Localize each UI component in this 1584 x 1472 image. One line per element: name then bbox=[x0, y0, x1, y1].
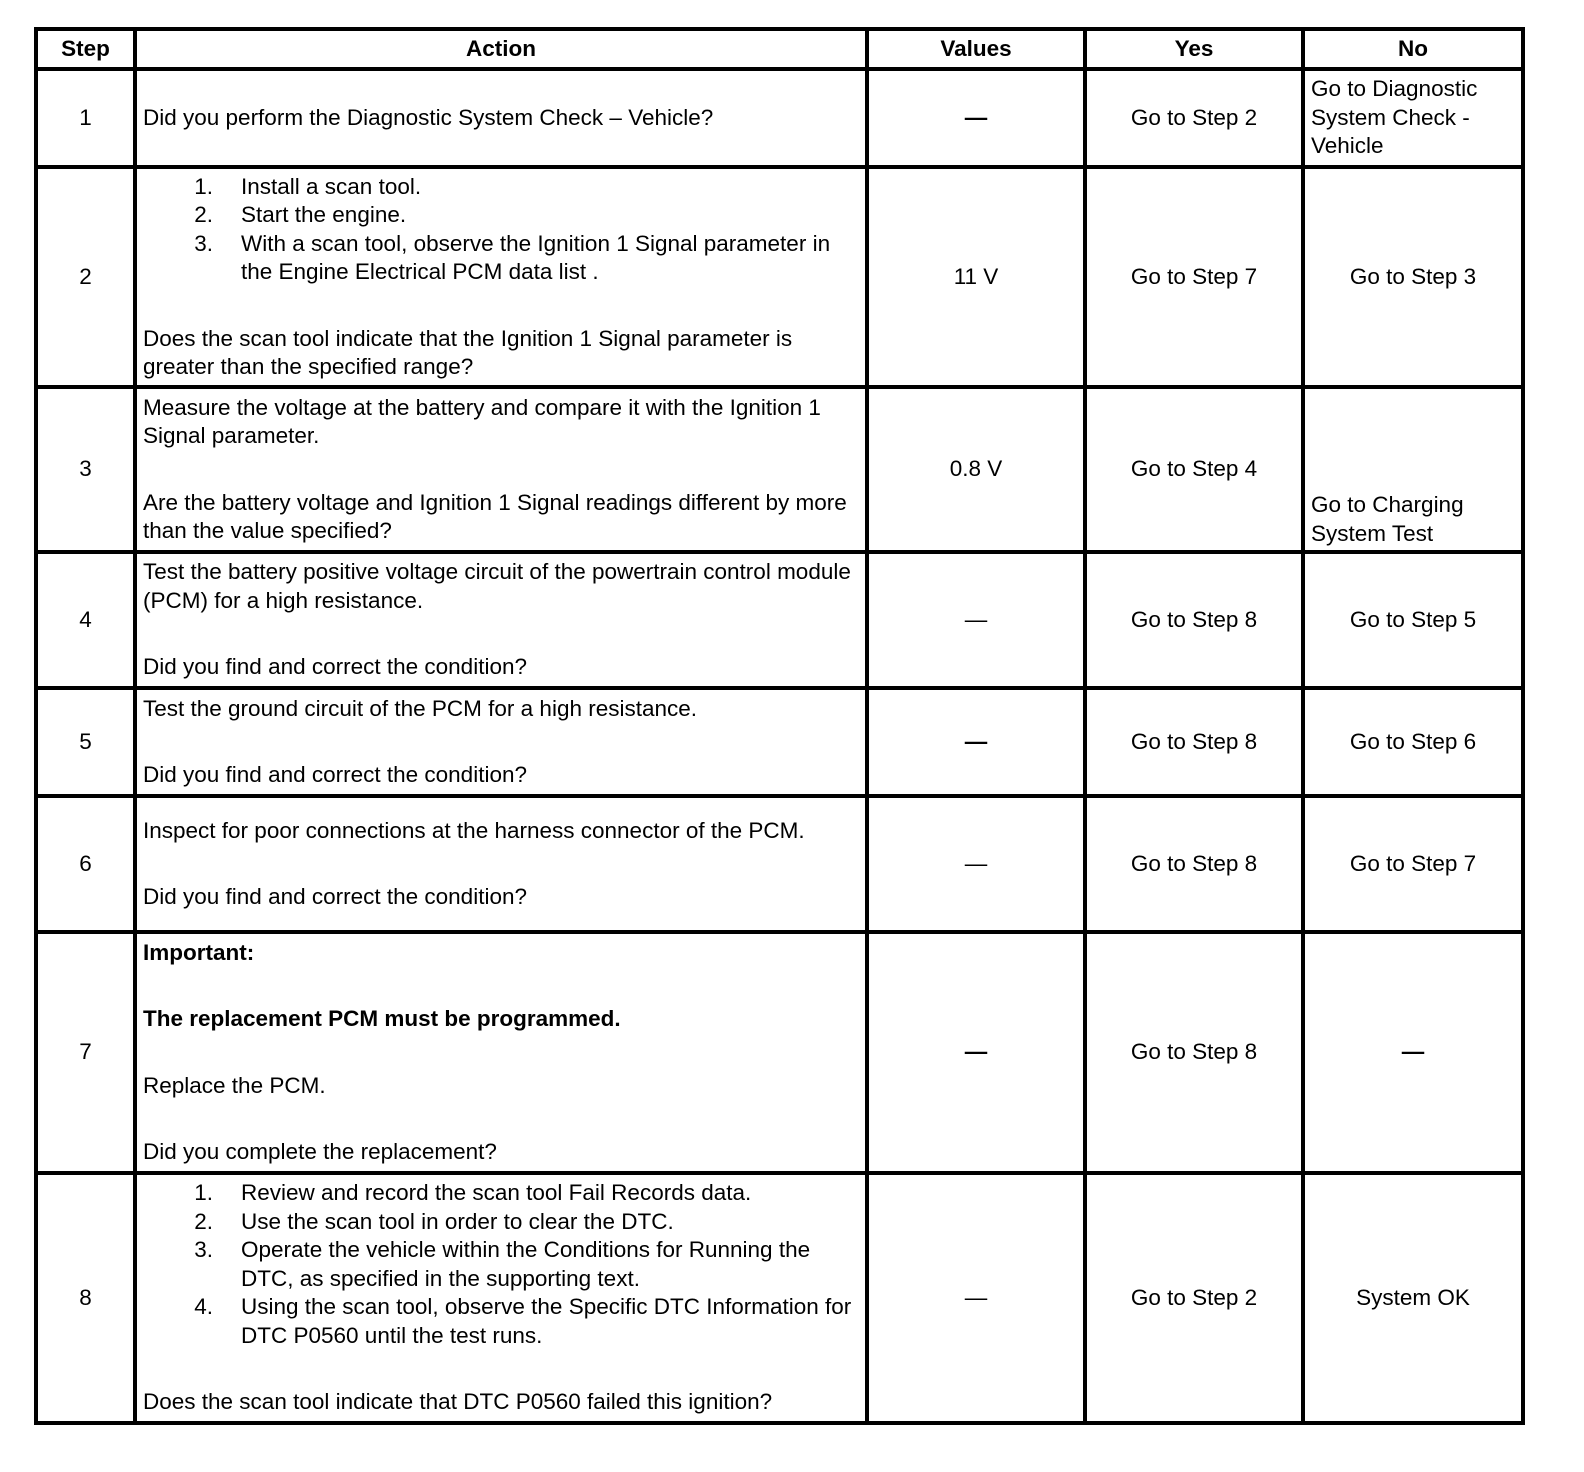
instruction-list bbox=[143, 173, 859, 287]
table-row bbox=[36, 167, 1523, 387]
header-step: Step bbox=[36, 29, 135, 69]
no-cell: Go to Step 7 bbox=[1303, 796, 1523, 932]
yes-cell: Go to Step 7 bbox=[1085, 167, 1303, 387]
diagnostic-table bbox=[34, 27, 1525, 1425]
yes-cell: Go to Step 4 bbox=[1085, 387, 1303, 552]
table-row bbox=[36, 69, 1523, 167]
table-row bbox=[36, 552, 1523, 688]
important-note: The replacement PCM must be programmed. bbox=[143, 1006, 621, 1031]
step-number: 8 bbox=[36, 1173, 135, 1423]
step-number: 4 bbox=[36, 552, 135, 688]
yes-cell: Go to Step 8 bbox=[1085, 552, 1303, 688]
action-cell bbox=[135, 688, 867, 796]
action-cell bbox=[135, 1173, 867, 1423]
table-row bbox=[36, 1173, 1523, 1423]
list-item: 4. Using the scan tool, observe the Specific DTC Information for DTC P0560 until the test runs. bbox=[194, 1294, 852, 1348]
question-text: Did you find and correct the condition? bbox=[143, 884, 527, 909]
action-text: Measure the voltage at the battery and compare it with the Ignition 1 Signal parameter. bbox=[143, 394, 821, 448]
action-cell bbox=[135, 387, 867, 552]
action-cell bbox=[135, 552, 867, 688]
table-row bbox=[36, 796, 1523, 932]
step-number: 5 bbox=[36, 688, 135, 796]
action-text: Did you perform the Diagnostic System Check – Vehicle? bbox=[143, 104, 714, 130]
action-cell bbox=[135, 932, 867, 1173]
important-label: Important: bbox=[143, 939, 255, 965]
list-item: 2. Use the scan tool in order to clear the DTC. bbox=[194, 1208, 674, 1234]
list-item: 3. Operate the vehicle within the Conditions for Running the DTC, as specified in the supporting text. bbox=[194, 1237, 811, 1291]
list-item: 2. Start the engine. bbox=[194, 202, 407, 227]
question-text: Does the scan tool indicate that DTC P0560 failed this ignition? bbox=[143, 1389, 773, 1415]
no-cell: Go to Step 5 bbox=[1303, 552, 1523, 688]
yes-cell: Go to Step 2 bbox=[1085, 1173, 1303, 1423]
header-yes: Yes bbox=[1085, 29, 1303, 69]
step-number: 6 bbox=[36, 796, 135, 932]
header-no: No bbox=[1303, 29, 1523, 69]
value-cell: — bbox=[867, 1173, 1085, 1423]
header-values: Values bbox=[867, 29, 1085, 69]
value-cell: — bbox=[867, 69, 1085, 167]
action-cell bbox=[135, 167, 867, 387]
question-text: Are the battery voltage and Ignition 1 Signal readings different by more than the value specified? bbox=[143, 489, 847, 543]
action-text: Inspect for poor connections at the harness connector of the PCM. bbox=[143, 817, 805, 843]
yes-cell: Go to Step 2 bbox=[1085, 69, 1303, 167]
value-cell: — bbox=[867, 796, 1085, 932]
value-cell: — bbox=[867, 932, 1085, 1173]
question-text: Did you find and correct the condition? bbox=[143, 762, 527, 787]
action-text: Replace the PCM. bbox=[143, 1072, 326, 1098]
step-number: 1 bbox=[36, 69, 135, 167]
table-row bbox=[36, 932, 1523, 1173]
yes-cell: Go to Step 8 bbox=[1085, 688, 1303, 796]
no-cell: Go to Step 3 bbox=[1303, 167, 1523, 387]
step-number: 7 bbox=[36, 932, 135, 1173]
action-cell bbox=[135, 796, 867, 932]
action-cell bbox=[135, 69, 867, 167]
step-number: 2 bbox=[36, 167, 135, 387]
table-row bbox=[36, 688, 1523, 796]
value-cell: 11 V bbox=[867, 167, 1085, 387]
list-item: 1. Install a scan tool. bbox=[194, 173, 422, 199]
no-cell: Go to Charging System Test bbox=[1303, 387, 1523, 552]
action-text: Test the battery positive voltage circuit of the powertrain control module (PCM) for a high resistance. bbox=[143, 559, 851, 613]
yes-cell: Go to Step 8 bbox=[1085, 932, 1303, 1173]
header-row bbox=[36, 29, 1523, 69]
question-text: Did you find and correct the condition? bbox=[143, 654, 527, 680]
instruction-list bbox=[143, 1179, 859, 1350]
value-cell: 0.8 V bbox=[867, 387, 1085, 552]
question-text: Did you complete the replacement? bbox=[143, 1139, 497, 1164]
yes-cell: Go to Step 8 bbox=[1085, 796, 1303, 932]
question-text: Does the scan tool indicate that the Ignition 1 Signal parameter is greater than the specified range? bbox=[143, 325, 793, 379]
no-cell: Go to Diagnostic System Check - Vehicle bbox=[1303, 69, 1523, 167]
no-cell: System OK bbox=[1303, 1173, 1523, 1423]
value-cell: — bbox=[867, 688, 1085, 796]
step-number: 3 bbox=[36, 387, 135, 552]
no-cell: — bbox=[1303, 932, 1523, 1173]
list-item: 1. Review and record the scan tool Fail Records data. bbox=[194, 1180, 752, 1206]
value-cell: — bbox=[867, 552, 1085, 688]
header-action: Action bbox=[135, 29, 867, 69]
no-cell: Go to Step 6 bbox=[1303, 688, 1523, 796]
list-item: 3. With a scan tool, observe the Ignition 1 Signal parameter in the Engine Electrical PCM data list . bbox=[194, 230, 831, 284]
action-text: Test the ground circuit of the PCM for a high resistance. bbox=[143, 695, 698, 721]
table-row bbox=[36, 387, 1523, 552]
